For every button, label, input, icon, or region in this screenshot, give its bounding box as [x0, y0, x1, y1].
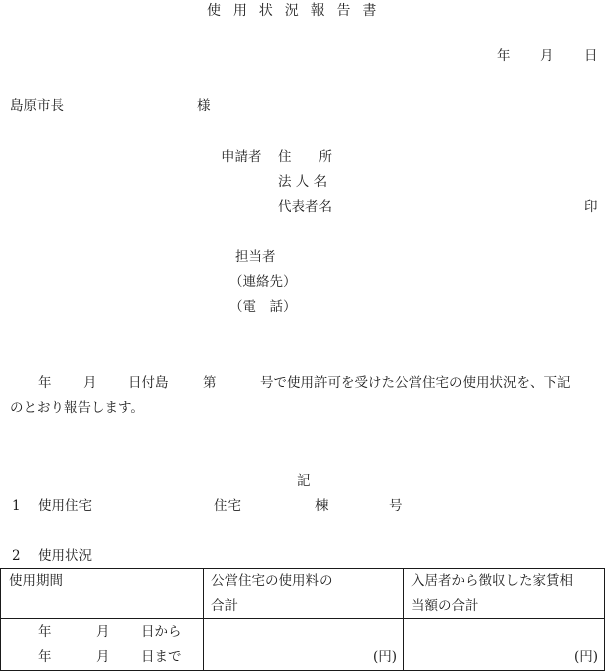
body-line2: のとおり報告します。: [10, 400, 144, 416]
item2-label: 使用状況: [38, 548, 92, 564]
item2-number: 2: [12, 548, 21, 564]
from-year: 年: [38, 624, 52, 640]
seal-mark: 印: [584, 199, 598, 215]
applicant-label: 申請者: [221, 149, 262, 165]
to-day: 日まで: [141, 649, 182, 665]
date-month-label: 月: [540, 48, 554, 64]
rent-total-cell: [404, 619, 605, 671]
body-year: 年: [38, 375, 52, 391]
ki-heading: 記: [297, 473, 311, 489]
to-year: 年: [38, 649, 52, 665]
header-fee-line2: 合計: [211, 598, 238, 614]
date-day-label: 日: [584, 48, 598, 64]
corporation-name-label: 法 人 名: [278, 174, 328, 190]
table-header-row: [1, 569, 605, 619]
fee-unit: (円): [372, 649, 397, 665]
period-cell: [1, 619, 204, 671]
item1-housing: 住宅: [214, 498, 241, 514]
header-rent-line1: 入居者から徴収した家賃相: [411, 573, 573, 589]
from-month: 月: [96, 624, 110, 640]
contact-person-label: 担当者: [235, 249, 276, 265]
header-rent-line2: 当額の合計: [411, 598, 479, 614]
header-rent-cell: [404, 569, 605, 619]
addressee-honorific: 様: [197, 98, 211, 114]
from-day: 日から: [141, 624, 182, 640]
page-title: 使用状況報告書: [207, 3, 389, 19]
item1-unit: 号: [389, 498, 403, 514]
item1-number: 1: [12, 498, 21, 514]
rent-unit: (円): [573, 649, 598, 665]
addressee-name: 島原市長: [10, 98, 64, 114]
contact-label: （連絡先）: [229, 274, 297, 290]
body-number-prefix: 第: [203, 375, 217, 391]
body-suffix: 号で使用許可を受けた公営住宅の使用状況を、下記: [260, 375, 571, 391]
representative-label: 代表者名: [278, 199, 332, 215]
usage-table: [0, 568, 605, 671]
phone-label: （電 話）: [229, 299, 297, 315]
header-fee-line1: 公営住宅の使用料の: [211, 573, 333, 589]
address-label: 住 所: [278, 149, 332, 165]
body-month: 月: [83, 375, 97, 391]
item1-building: 棟: [315, 498, 329, 514]
fee-total-cell: [204, 619, 404, 671]
header-period-cell: [1, 569, 204, 619]
date-year-label: 年: [497, 48, 511, 64]
header-period: 使用期間: [9, 573, 63, 589]
body-dated: 日付島: [128, 375, 169, 391]
header-fee-cell: [204, 569, 404, 619]
item1-label: 使用住宅: [38, 498, 92, 514]
table-row: [1, 619, 605, 671]
to-month: 月: [96, 649, 110, 665]
